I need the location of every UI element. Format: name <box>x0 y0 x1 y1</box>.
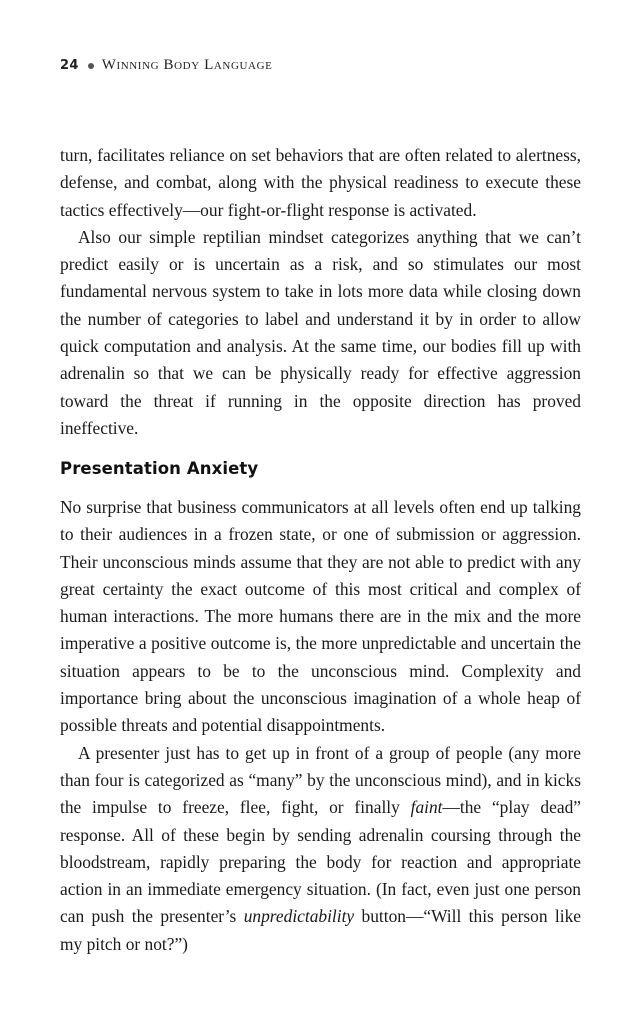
paragraph <box>60 740 581 958</box>
paragraph: No surprise that business communicators at all levels often end up talking to their audiences in a frozen state, or one of submission or aggression. Their unconscious minds assume that they are not able to predict with any great certainty the exact outcome of this most critical and complex of human interactions. The more humans there are in the mix and the more imperative a positive outcome is, the more unpredictable and uncertain the situation appears to be to the unconscious mind. Complexity and importance bring about the unconscious imagination of a whole heap of possible threats and potential disappointments. <box>60 497 581 736</box>
book-title: Winning Body Language <box>101 57 273 73</box>
emphasis-unpredictability: unpredictability <box>243 906 355 927</box>
emphasis-faint: faint <box>410 797 443 818</box>
section-heading: Presentation Anxiety <box>60 459 259 478</box>
text-block-presentation-anxiety <box>60 494 581 958</box>
bullet-separator <box>88 63 94 69</box>
page-number: 24 <box>60 58 79 73</box>
paragraph: Also our simple reptilian mindset categorizes anything that we can’t predict easily or is uncertain as a risk, and so stimulates our most fundamental nervous system to take in lots more data while closing down the number of categories to label and understand it by in order to allow quick computation and analysis. At the same time, our bodies fill up with adrenalin so that we can be physically ready for effective aggression toward the threat if running in the opposite direction has proved ineffective. <box>60 226 581 438</box>
paragraph: turn, facilitates reliance on set behaviors that are often related to alertness, defense, and combat, along with the physical readiness to execute these tactics effectively—our fight-or-flight response is activated. <box>60 145 581 220</box>
text-run: button—“Will this person like my pitch or not?”) <box>60 906 581 954</box>
text-run: —the “play dead” response. All of these begin by sending adrenalin coursing through the bloodstream, rapidly preparing the body for reaction and appropriate action in an immediate emergency situation. (In fact, even just one person can push the presenter’s <box>60 797 581 927</box>
text-block-intro <box>60 142 581 442</box>
running-head <box>60 57 272 74</box>
text-run: A presenter just has to get up in front of a group of people (any more than four is categorized as “many” by the unconscious mind), and in kicks the impulse to freeze, flee, fight, or finally <box>60 742 581 818</box>
